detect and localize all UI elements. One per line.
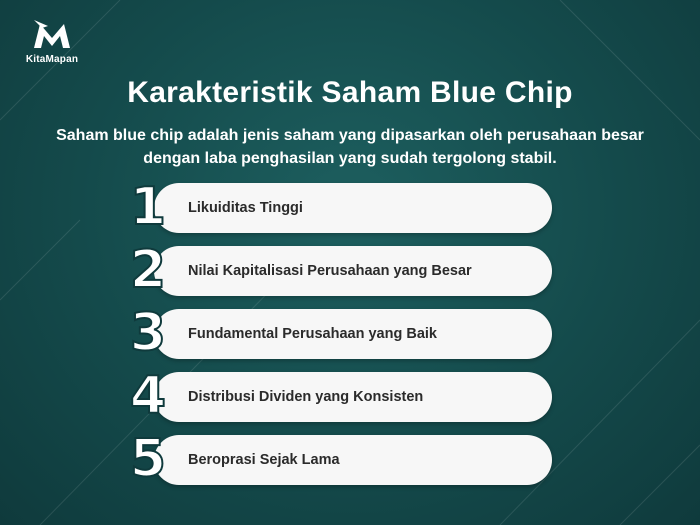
item-pill <box>154 309 552 359</box>
list-item <box>126 303 556 363</box>
item-number: 4 <box>129 366 167 426</box>
list-item <box>126 240 556 300</box>
item-number: 5 <box>129 429 167 489</box>
item-pill <box>154 435 552 485</box>
item-pill <box>154 246 552 296</box>
item-pill <box>154 183 552 233</box>
item-label: Beroprasi Sejak Lama <box>188 452 340 468</box>
list-item <box>126 177 556 237</box>
item-pill <box>154 372 552 422</box>
item-label: Fundamental Perusahaan yang Baik <box>188 326 437 342</box>
item-number: 2 <box>129 240 167 300</box>
brand-logo <box>22 18 82 65</box>
page-title: Karakteristik Saham Blue Chip <box>127 76 573 109</box>
kitamapan-m-logo-icon <box>30 18 74 52</box>
item-label: Distribusi Dividen yang Konsisten <box>188 389 424 405</box>
item-label: Nilai Kapitalisasi Perusahaan yang Besar <box>188 263 472 279</box>
item-label: Likuiditas Tinggi <box>188 200 303 216</box>
list-item <box>126 429 556 489</box>
list-item <box>126 366 556 426</box>
characteristics-list <box>126 177 556 498</box>
item-number: 1 <box>129 177 167 237</box>
item-number: 3 <box>129 303 167 363</box>
brand-name: KitaMapan <box>25 54 79 65</box>
page-subtitle: Saham blue chip adalah jenis saham yang dipasarkan oleh perusahaan besar dengan laba penghasilan yang sudah tergolong stabil. <box>56 127 644 167</box>
